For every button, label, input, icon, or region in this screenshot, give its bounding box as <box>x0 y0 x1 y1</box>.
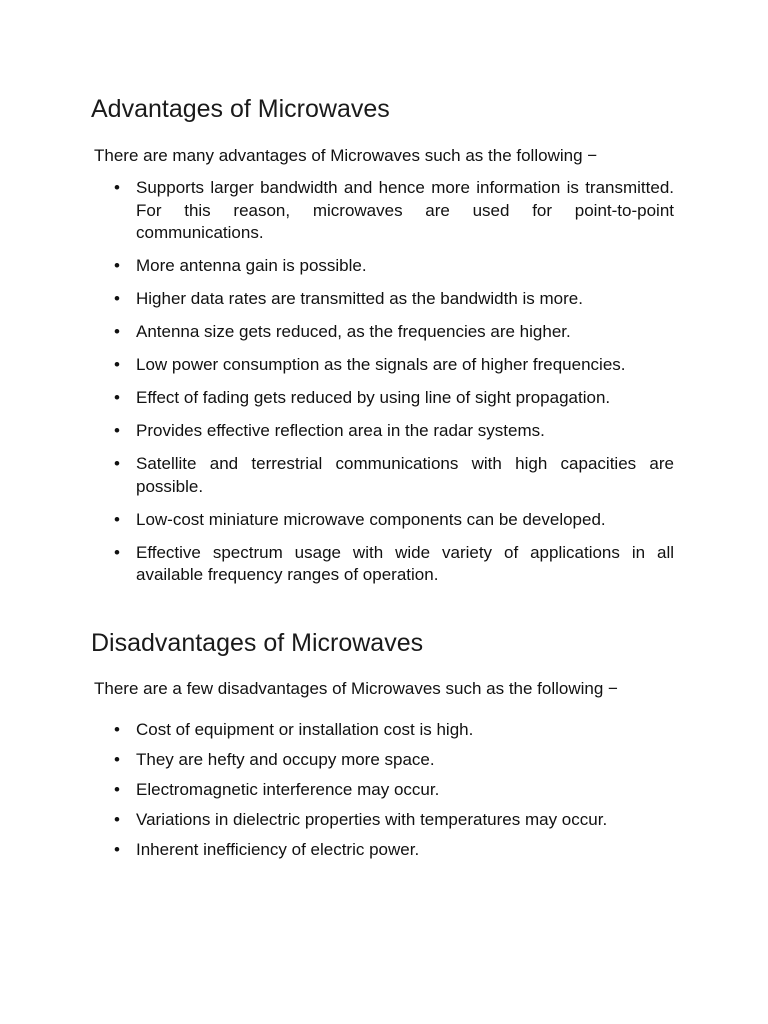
list-item: • Provides effective reflection area in the radar systems. <box>114 420 674 443</box>
list-item: • Higher data rates are transmitted as the bandwidth is more. <box>114 288 674 311</box>
list-item: • More antenna gain is possible. <box>114 255 674 278</box>
list-item: • Effect of fading gets reduced by using line of sight propagation. <box>114 387 674 410</box>
list-item: • Cost of equipment or installation cost is high. <box>114 719 674 742</box>
list-item: • Low-cost miniature microwave components can be developed. <box>114 509 674 532</box>
list-item: • Satellite and terrestrial communications with high capacities are possible. <box>114 453 674 498</box>
list-item: • They are hefty and occupy more space. <box>114 749 674 772</box>
advantages-list <box>114 177 674 597</box>
list-item: • Electromagnetic interference may occur. <box>114 779 674 802</box>
list-item: • Supports larger bandwidth and hence more information is transmitted. For this reason, microwaves are used for point-to-point communications. <box>114 177 674 245</box>
list-item: • Variations in dielectric properties with temperatures may occur. <box>114 809 674 832</box>
disadvantages-list <box>114 719 674 869</box>
list-item: • Inherent inefficiency of electric power. <box>114 839 674 862</box>
advantages-intro: There are many advantages of Microwaves such as the following − <box>94 146 598 165</box>
list-item: • Low power consumption as the signals are of higher frequencies. <box>114 354 674 377</box>
list-item: • Effective spectrum usage with wide variety of applications in all available frequency ranges of operation. <box>114 542 674 587</box>
disadvantages-intro: There are a few disadvantages of Microwaves such as the following − <box>94 679 618 698</box>
advantages-heading: Advantages of Microwaves <box>91 95 390 123</box>
list-item: • Antenna size gets reduced, as the frequencies are higher. <box>114 321 674 344</box>
disadvantages-heading: Disadvantages of Microwaves <box>91 629 424 657</box>
